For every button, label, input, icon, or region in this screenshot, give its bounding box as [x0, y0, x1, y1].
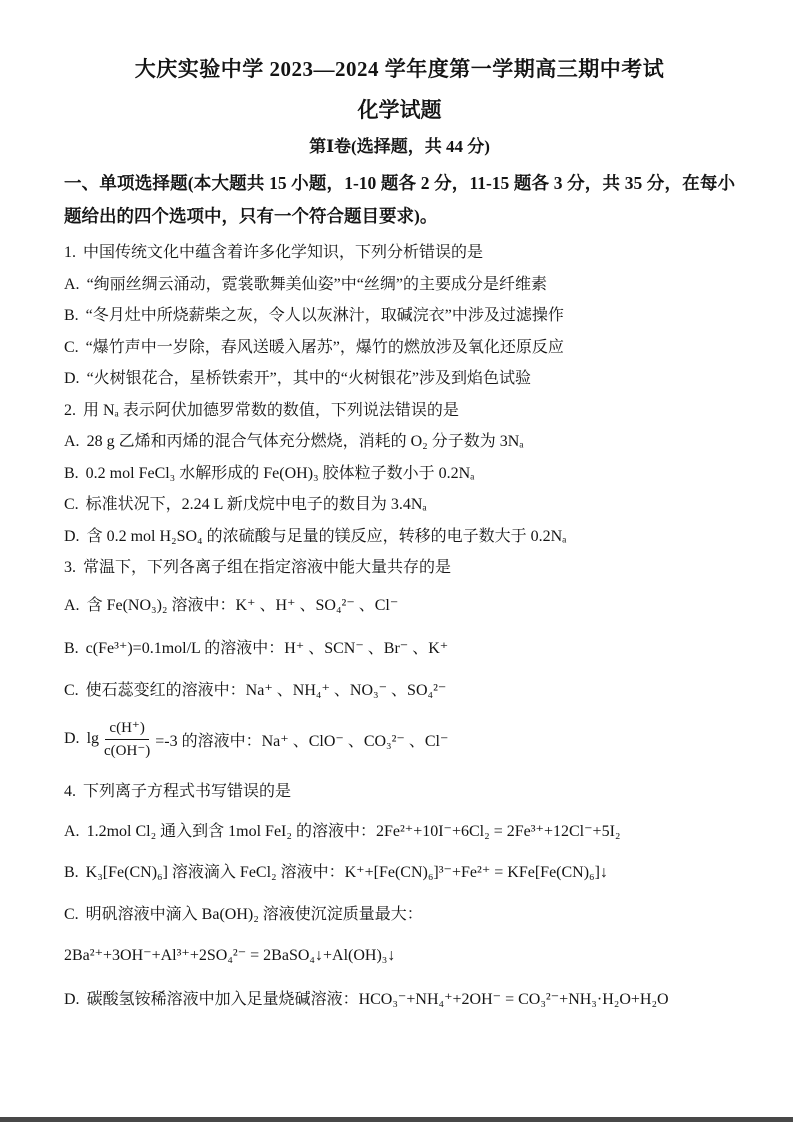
option-label: C.: [64, 338, 79, 356]
option-text: 标准状况下，2.24 L 新戊烷中电子的数目为 3.4Nₐ: [85, 496, 427, 513]
option-text: “火树银花合，星桥铁索开”，其中的“火树银花”涉及到焰色试验: [86, 370, 531, 387]
option-text: 含 0.2 mol H₂SO₄ 的浓硫酸与足量的镁反应，转移的电子数大于 0.2Nₐ: [86, 527, 567, 545]
option-text: 0.2 mol FeCl₃ 水解形成的 Fe(OH)₃ 胶体粒子数小于 0.2Nₐ: [85, 464, 475, 482]
option-label: C.: [64, 496, 79, 513]
question-4-option-c: [64, 899, 735, 931]
option-label: D.: [64, 527, 80, 545]
section-1-header: 第Ⅰ卷(选择题，共 44 分): [309, 137, 490, 156]
option-label: C.: [64, 905, 79, 923]
ionic-equation: 2Ba²⁺+3OH⁻+Al³⁺+2SO₄²⁻ = 2BaSO₄↓+Al(OH)₃↓: [64, 947, 396, 964]
question-number: 3.: [64, 559, 76, 576]
question-1-option-c: [64, 332, 735, 364]
option-text: 使石蕊变红的溶液中：Na⁺ 、NH₄⁺ 、NO₃⁻ 、SO₄²⁻: [85, 681, 447, 699]
question-number: 4.: [64, 783, 76, 800]
option-text: “爆竹声中一岁除，春风送暖入屠苏”，爆竹的燃放涉及氧化还原反应: [85, 338, 564, 356]
option-label: A.: [64, 822, 80, 840]
question-1-option-d: [64, 363, 735, 395]
question-1-option-b: [64, 300, 735, 332]
question-3-option-b: [64, 633, 735, 665]
option-text: “冬月灶中所烧薪柴之灰，令人以灰淋汁，取碱浣衣”中涉及过滤操作: [85, 307, 564, 324]
option-text: 明矾溶液中滴入 Ba(OH)₂ 溶液使沉淀质量最大：: [85, 905, 423, 923]
question-2: [64, 395, 735, 553]
option-label: D.: [64, 990, 80, 1008]
option-text: K₃[Fe(CN)₆] 溶液滴入 FeCl₂ 溶液中：K⁺+[Fe(CN)₆]³⁻+Fe²⁺ = KFe[Fe(CN)₆]↓: [85, 864, 608, 881]
option-label: A.: [64, 275, 80, 293]
option-label: D.: [64, 370, 80, 387]
question-3-option-d: [64, 710, 735, 768]
question-2-option-c: [64, 489, 735, 521]
question-1-option-a: [64, 269, 735, 301]
question-3-option-c: [64, 675, 735, 707]
question-4-option-c-equation: [64, 940, 735, 972]
option-label: B.: [64, 464, 79, 482]
question-stem-text: 中国传统文化中蕴含着许多化学知识，下列分析错误的是: [83, 244, 484, 261]
option-label: C.: [64, 681, 79, 699]
concentration-fraction: [104, 718, 150, 761]
option-label: B.: [64, 640, 79, 657]
question-4-option-d: [64, 984, 735, 1016]
question-stem-text: 常温下，下列各离子组在指定溶液中能大量共存的是: [83, 559, 452, 576]
question-4-option-b: [64, 857, 735, 889]
option-text: 碳酸氢铵稀溶液中加入足量烧碱溶液：HCO₃⁻+NH₄⁺+2OH⁻ = CO₃²⁻+NH₃·H₂O+H₂O: [86, 990, 669, 1008]
question-stem-text: 下列离子方程式书写错误的是: [83, 783, 292, 800]
question-2-option-b: [64, 458, 735, 490]
option-label: A.: [64, 433, 80, 450]
question-stem-text: 用 Nₐ 表示阿伏加德罗常数的数值，下列说法错误的是: [83, 401, 459, 419]
option-text: c(Fe³⁺)=0.1mol/L 的溶液中：H⁺ 、SCN⁻ 、Br⁻ 、K⁺: [85, 640, 449, 657]
option-text: 1.2mol Cl₂ 通入到含 1mol FeI₂ 的溶液中：2Fe²⁺+10I⁻+6Cl₂ = 2Fe³⁺+12Cl⁻+5I₂: [86, 822, 621, 840]
exam-title: 大庆实验中学 2023—2024 学年度第一学期高三期中考试: [134, 57, 665, 81]
question-1: [64, 237, 735, 395]
question-3-option-a: [64, 590, 735, 622]
question-2-option-a: [64, 426, 735, 458]
question-2-stem: [64, 395, 735, 427]
question-4-option-a: [64, 816, 735, 848]
option-text: =-3 的溶液中：Na⁺ 、ClO⁻ 、CO₃²⁻ 、Cl⁻: [155, 732, 449, 750]
exam-subject: 化学试题: [357, 98, 442, 122]
option-text: 含 Fe(NO₃)₂ 溶液中：K⁺ 、H⁺ 、SO₄²⁻ 、Cl⁻: [86, 596, 399, 614]
lg-operator: lg: [86, 730, 100, 747]
option-text: “绚丽丝绸云涌动，霓裳歌舞美仙姿”中“丝绸”的主要成分是纤维素: [86, 275, 547, 293]
question-3: [64, 552, 735, 768]
question-1-stem: [64, 237, 735, 269]
option-text: 28 g 乙烯和丙烯的混合气体充分燃烧，消耗的 O₂ 分子数为 3Nₐ: [86, 433, 524, 450]
question-3-stem: [64, 552, 735, 584]
option-label: B.: [64, 864, 79, 881]
question-number: 2.: [64, 401, 76, 419]
part-1-instructions: 一、单项选择题(本大题共 15 小题，1-10 题各 2 分，11-15 题各 3 分，共 35 分，在每小题给出的四个选项中，只有一个符合题目要求)。: [64, 173, 735, 226]
option-label: D.: [64, 730, 80, 747]
question-4-stem: [64, 776, 735, 808]
fraction-numerator: c(H⁺): [105, 718, 148, 740]
question-2-option-d: [64, 521, 735, 553]
question-number: 1.: [64, 244, 76, 261]
page-bottom-edge: [0, 1117, 793, 1122]
option-label: A.: [64, 596, 80, 614]
option-label: B.: [64, 307, 79, 324]
fraction-denominator: c(OH⁻): [104, 742, 151, 759]
question-4: [64, 776, 735, 1015]
